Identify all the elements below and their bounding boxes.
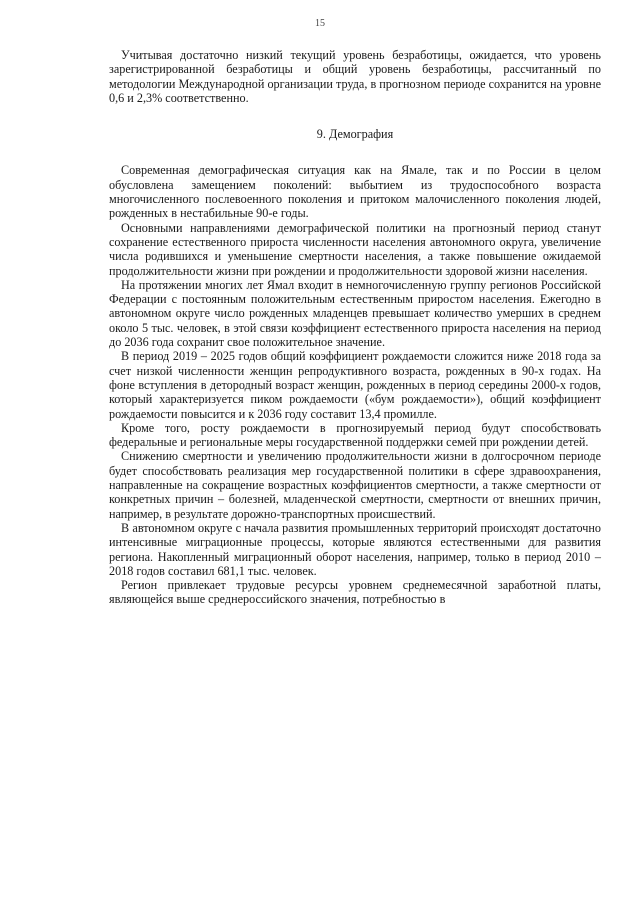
paragraph-natural-growth: На протяжении многих лет Ямал входит в немногочисленную группу регионов Российской Федерации с постоянным положительным естественным приростом населения. Ежегодно в автономном округе число рожденных младенцев превышает количество умерших в среднем около 5 тыс. человек, в этой связи коэффициент естественного прироста населения на период до 2036 года сохранит свое положительное значение. [109, 277, 601, 350]
paragraph-migration: В автономном округе с начала развития промышленных территорий происходят достаточно интенсивные миграционные процессы, которые являются естественными для развития региона. Накопленный миграционный оборот населения, например, только в период 2010 – 2018 годов составил 681,1 тыс. человек. [109, 520, 601, 578]
paragraph-labor-attraction: Регион привлекает трудовые ресурсы уровнем среднемесячной заработной платы, являющейся выше среднероссийского значения, потребностью в [109, 578, 601, 607]
section-title: Демография [328, 127, 394, 142]
paragraph-generational-replacement: Современная демографическая ситуация как на Ямале, так и по России в целом обусловлена замещением поколений: выбытием из трудоспособного возраста многочисленного послевоенного поколения и притоком малочисленного поколения людей, рожденных в нестабильные 90-е годы. [109, 163, 601, 221]
document-body [109, 48, 601, 607]
paragraph-mortality: Снижению смертности и увеличению продолжительности жизни в долгосрочном периоде будет способствовать реализация мер государственной политики в сфере здравоохранения, направленные на сокращение возрастных коэффициентов смертности, а также смертности от конкретных причин – болезней, младенческой смертности, смертности от внешних причин, например, в результате дорожно-транспортных происшествий. [109, 449, 601, 521]
section-heading [109, 127, 601, 141]
paragraph-support-measures: Кроме того, росту рождаемости в прогнозируемый период будут способствовать федеральные и региональные меры государственной поддержки семей при рождении детей. [109, 420, 601, 450]
intro-paragraph: Учитывая достаточно низкий текущий уровень безработицы, ожидается, что уровень зарегистрированной безработицы и общий уровень безработицы, рассчитанный по методологии Международной организации труда, в прогнозном периоде сохранится на уровне 0,6 и 2,3% соответственно. [109, 48, 601, 105]
paragraph-policy-directions: Основными направлениями демографической политики на прогнозный период станут сохранение естественного прироста численности населения автономного округа, увеличение числа родившихся и уменьшение смертности населения, а также повышение ожидаемой продолжительности жизни при рождении и продолжительности здоровой жизни населения. [109, 220, 601, 278]
page-number: 15 [315, 18, 325, 29]
paragraph-birth-rate: В период 2019 – 2025 годов общий коэффициент рождаемости сложится ниже 2018 года за счет низкой численности женщин репродуктивного возраста, рожденных в 90-х годах. На фоне вступления в детородный возраст женщин, рожденных в период середины 2000-х годов, который характеризуется пиком рождаемости («бум рождаемости»), общий коэффициент рождаемости повысится и к 2036 году составит 13,4 промилле. [109, 349, 601, 421]
section-number: 9. [316, 127, 326, 142]
